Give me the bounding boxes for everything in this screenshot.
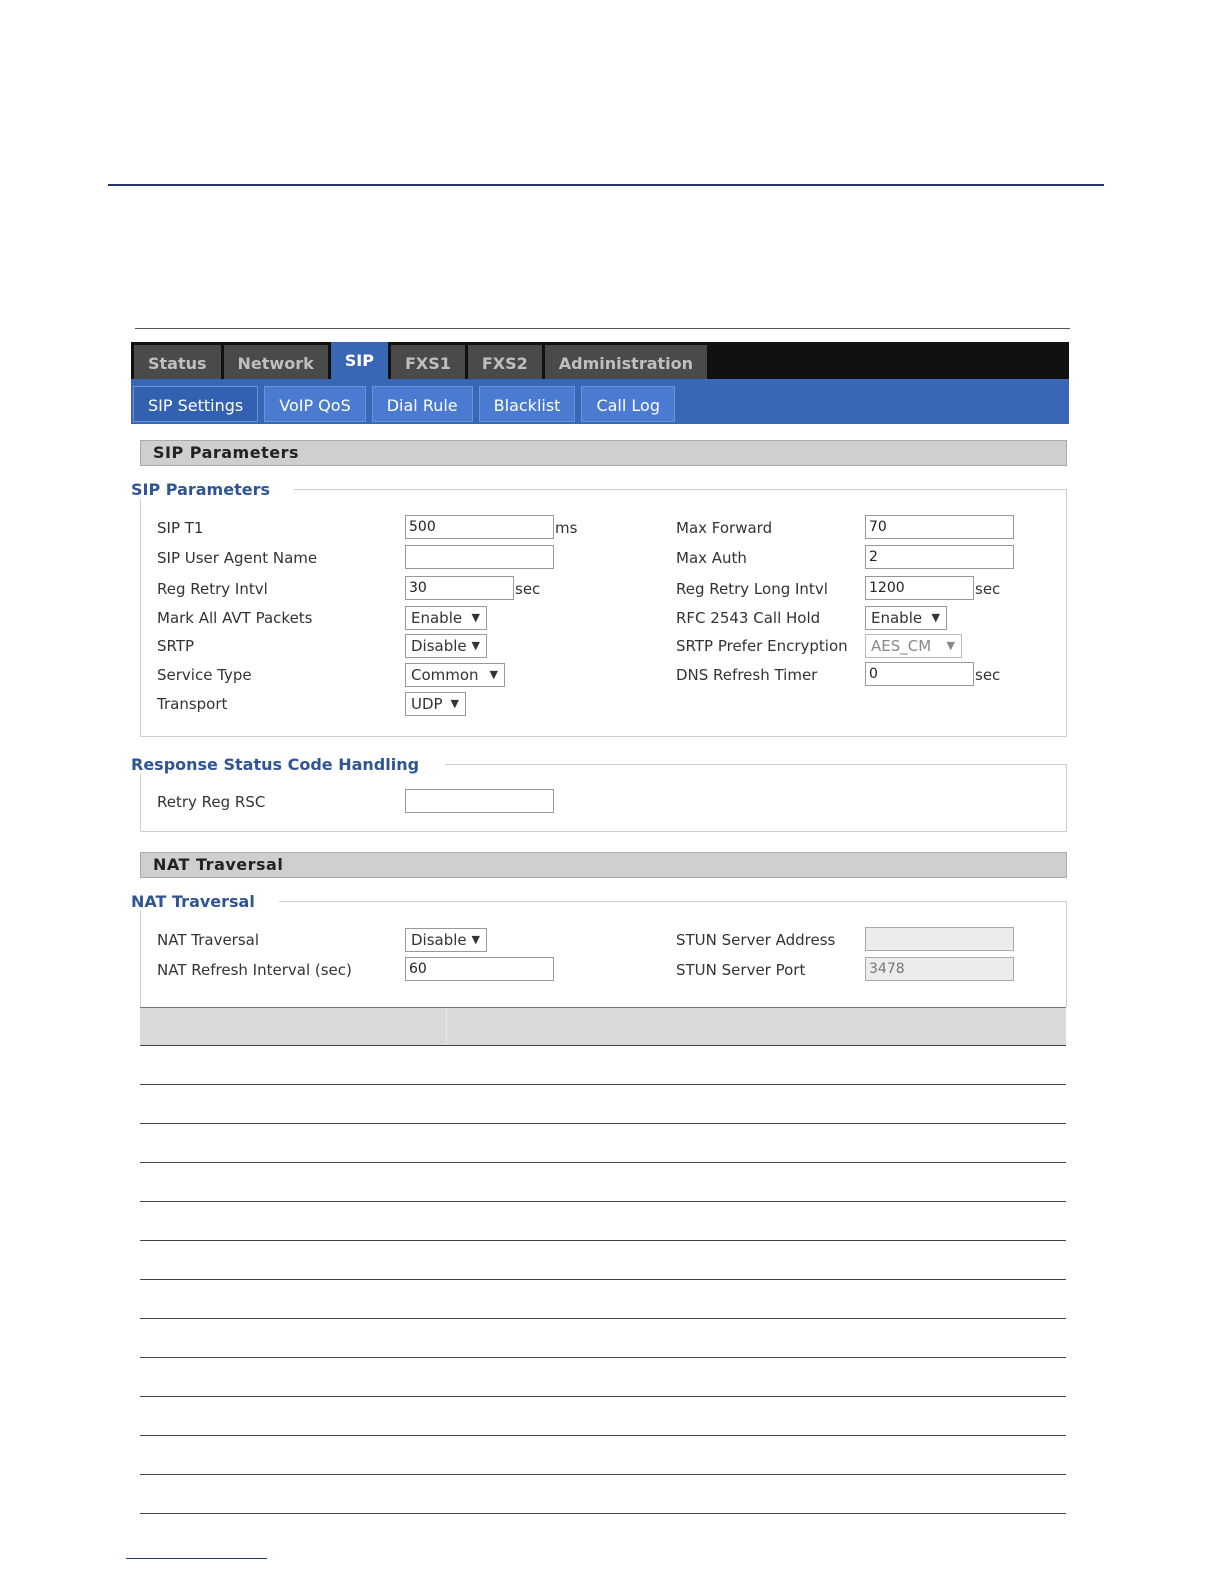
table-row [140,1240,1066,1241]
tab-sip[interactable]: SIP [331,342,388,379]
reg-retry-input[interactable]: 30 [405,576,514,600]
reg-retry-long-unit: sec [975,580,1001,598]
chevron-down-icon: ▼ [489,668,498,681]
call-hold-value: Enable [871,609,923,627]
call-hold-select[interactable] [865,606,947,630]
chevron-down-icon: ▼ [931,611,940,624]
max-auth-label: Max Auth [676,549,747,567]
user-agent-label: SIP User Agent Name [157,549,318,567]
chevron-down-icon: ▼ [471,933,480,946]
stun-address-label: STUN Server Address [676,931,836,949]
subtab-sip-settings[interactable]: SIP Settings [133,386,258,422]
table-row [140,1162,1066,1163]
subtab-dial-rule[interactable]: Dial Rule [372,386,473,422]
nat-traversal-fieldset [140,901,1067,1007]
table-row [140,1357,1066,1358]
stun-address-input [865,927,1014,951]
nat-traversal-label: NAT Traversal [157,931,260,949]
tab-status[interactable]: Status [134,345,221,379]
table-header [140,1007,1066,1046]
mark-avt-select[interactable] [405,606,487,630]
reg-retry-long-input[interactable]: 1200 [865,576,974,600]
reg-retry-long-label: Reg Retry Long Intvl [676,580,828,598]
sip-parameters-legend: SIP Parameters [131,480,294,499]
srtp-value: Disable [411,637,467,655]
response-status-legend: Response Status Code Handling [131,755,445,774]
retry-reg-rsc-label: Retry Reg RSC [157,793,266,811]
tab-network[interactable]: Network [224,345,328,379]
srtp-label: SRTP [157,637,195,655]
reg-retry-label: Reg Retry Intvl [157,580,268,598]
srtp-encryption-select [865,634,962,658]
footnote-rule [126,1558,267,1559]
nat-traversal-header: NAT Traversal [140,852,1067,878]
table-row [140,1123,1066,1124]
sip-t1-label: SIP T1 [157,519,204,537]
mark-avt-value: Enable [411,609,463,627]
tab-fxs1[interactable]: FXS1 [391,345,465,379]
chevron-down-icon: ▼ [450,697,459,710]
call-hold-label: RFC 2543 Call Hold [676,609,821,627]
reg-retry-unit: sec [515,580,541,598]
table-row [140,1084,1066,1085]
response-status-fieldset [140,764,1067,832]
subtab-voip-qos[interactable]: VoIP QoS [264,386,365,422]
page-top-rule [108,184,1104,186]
tab-fxs2[interactable]: FXS2 [468,345,542,379]
stun-port-label: STUN Server Port [676,961,806,979]
table-row [140,1318,1066,1319]
nat-refresh-label: NAT Refresh Interval (sec) [157,961,352,979]
chevron-down-icon: ▼ [471,639,480,652]
nat-traversal-legend: NAT Traversal [131,892,279,911]
service-type-value: Common [411,666,479,684]
service-type-label: Service Type [157,666,252,684]
table-row [140,1045,1066,1046]
subtab-call-log[interactable]: Call Log [581,386,675,422]
table-row [140,1396,1066,1397]
transport-select[interactable] [405,692,466,716]
dns-refresh-label: DNS Refresh Timer [676,666,818,684]
main-tab-bar [131,342,1069,379]
dns-refresh-input[interactable]: 0 [865,662,974,686]
sub-tab-bar [131,379,1069,424]
table-row [140,1513,1066,1514]
nat-refresh-input[interactable]: 60 [405,957,554,981]
srtp-encryption-value: AES_CM [871,637,932,655]
table-row [140,1474,1066,1475]
tab-administration[interactable]: Administration [545,345,707,379]
nat-traversal-select[interactable] [405,928,487,952]
stun-port-input: 3478 [865,957,1014,981]
chevron-down-icon: ▼ [946,639,955,652]
subtab-blacklist[interactable]: Blacklist [479,386,576,422]
sip-t1-input[interactable]: 500 [405,515,554,539]
table-row [140,1435,1066,1436]
srtp-encryption-label: SRTP Prefer Encryption [676,637,848,655]
screenshot-top-rule [135,328,1070,329]
sip-t1-unit: ms [555,519,578,537]
service-type-select[interactable] [405,663,505,687]
max-auth-input[interactable]: 2 [865,545,1014,569]
dns-refresh-unit: sec [975,666,1001,684]
retry-reg-rsc-input[interactable] [405,789,554,813]
sip-parameters-header: SIP Parameters [140,440,1067,466]
transport-label: Transport [157,695,228,713]
user-agent-input[interactable] [405,545,554,569]
mark-avt-label: Mark All AVT Packets [157,609,313,627]
table-row [140,1279,1066,1280]
max-forward-input[interactable]: 70 [865,515,1014,539]
table-row [140,1201,1066,1202]
table-column-divider [446,1008,447,1046]
srtp-select[interactable] [405,634,487,658]
transport-value: UDP [411,695,443,713]
nat-traversal-value: Disable [411,931,467,949]
chevron-down-icon: ▼ [471,611,480,624]
max-forward-label: Max Forward [676,519,773,537]
